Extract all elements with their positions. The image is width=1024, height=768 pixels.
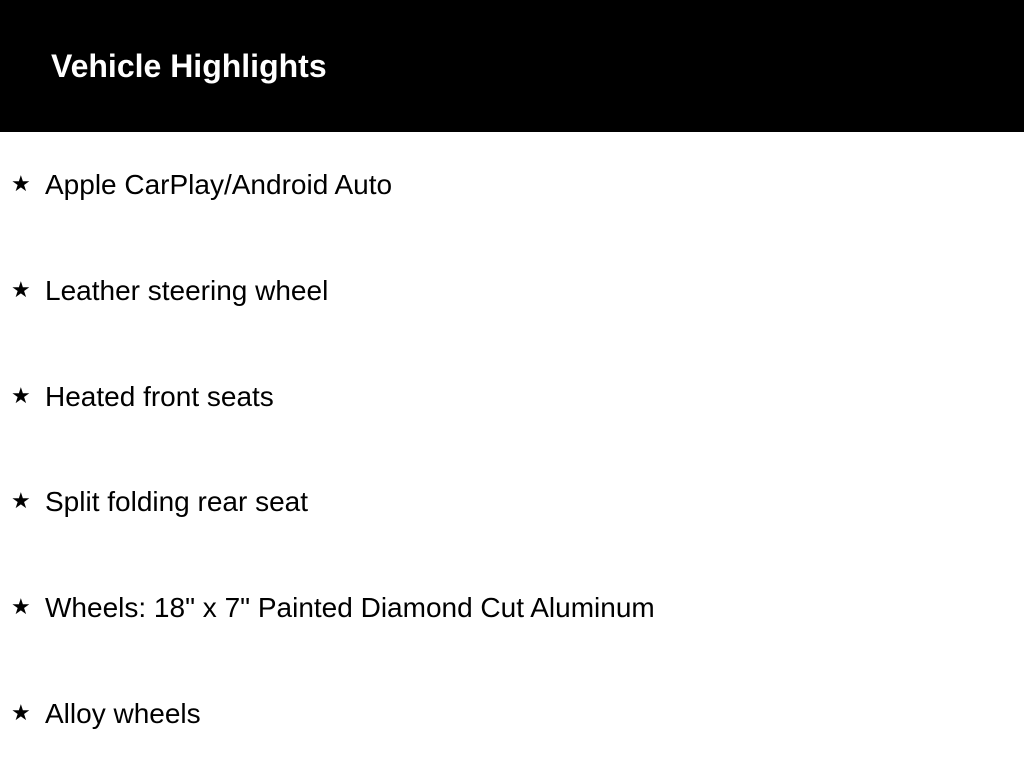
highlight-label: Split folding rear seat — [45, 486, 309, 517]
star-icon: ★ — [11, 700, 31, 725]
list-item — [0, 694, 1024, 734]
star-icon: ★ — [11, 277, 31, 302]
page-title: Vehicle Highlights — [51, 48, 327, 84]
highlights-list — [0, 132, 1024, 768]
list-item — [0, 377, 1024, 417]
list-item — [0, 271, 1024, 311]
star-icon: ★ — [11, 488, 31, 513]
star-icon: ★ — [11, 383, 31, 408]
list-item — [0, 165, 1024, 205]
star-icon: ★ — [11, 594, 31, 619]
star-icon: ★ — [11, 171, 31, 196]
list-item — [0, 588, 1024, 628]
highlight-label: Leather steering wheel — [45, 275, 329, 306]
highlight-label: Alloy wheels — [45, 698, 201, 729]
highlight-label: Wheels: 18" x 7" Painted Diamond Cut Aluminum — [45, 592, 655, 623]
list-item — [0, 482, 1024, 522]
header-bar — [0, 0, 1024, 132]
highlight-label: Apple CarPlay/Android Auto — [45, 169, 393, 200]
highlight-label: Heated front seats — [45, 381, 274, 412]
